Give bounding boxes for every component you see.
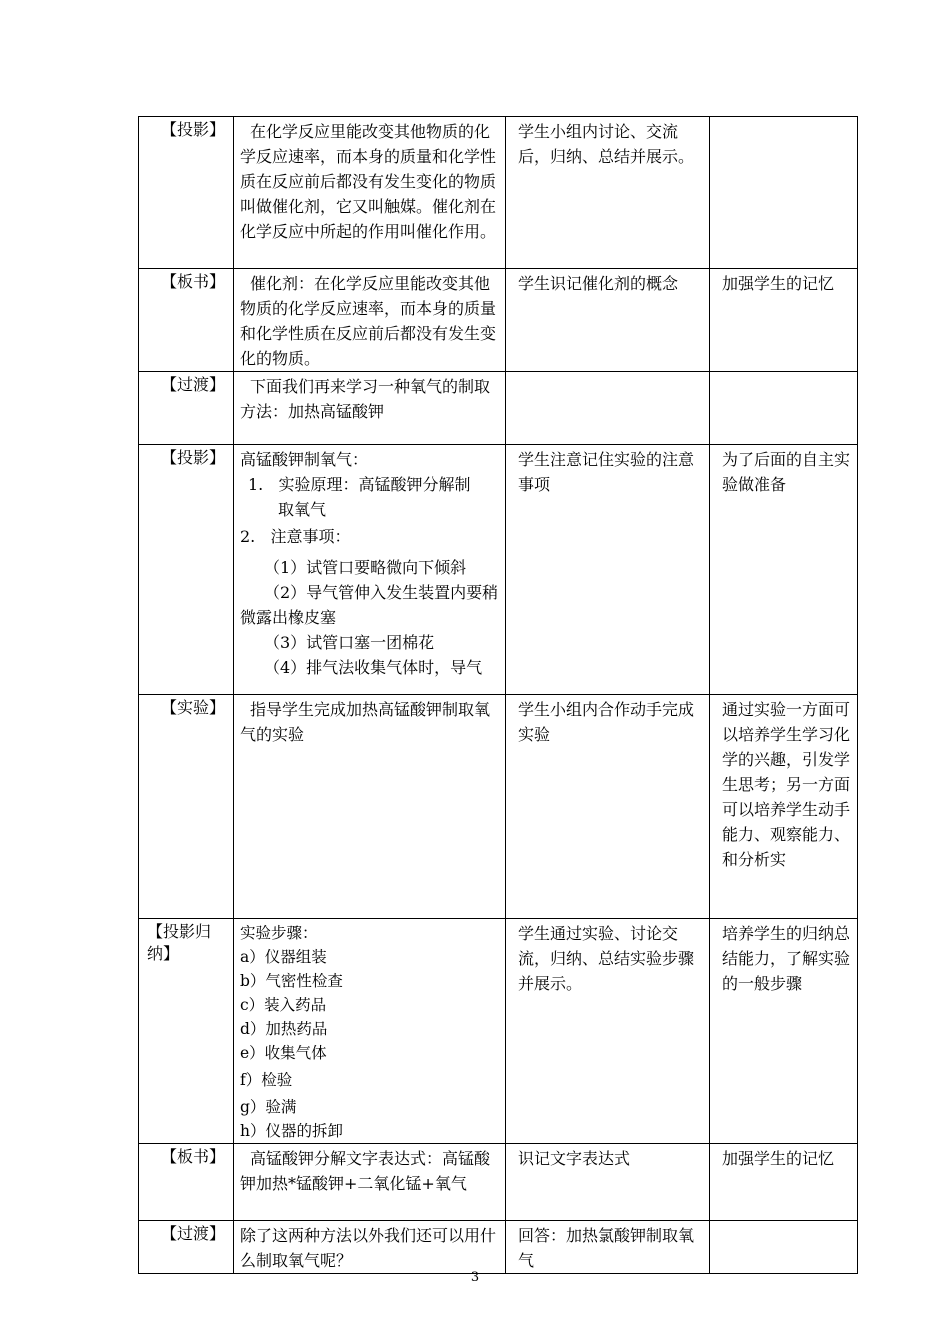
design-purpose-cell: 加强学生的记忆 xyxy=(710,1144,858,1221)
step-tag: 【板书】 xyxy=(161,272,226,291)
step-item: g）验满 xyxy=(240,1098,297,1116)
step-item: e）收集气体 xyxy=(240,1044,327,1062)
step-tag-cell xyxy=(139,695,234,919)
steps-title: 实验步骤： xyxy=(240,924,318,942)
student-activity-cell: 学生小组内合作动手完成实验 xyxy=(506,695,710,919)
step-item: d）加热药品 xyxy=(240,1020,328,1038)
design-purpose-cell: 加强学生的记忆 xyxy=(710,269,858,372)
step-item: c）装入药品 xyxy=(240,996,327,1014)
step-tag-cell xyxy=(139,1221,234,1274)
note-item-continuation: 微露出橡皮塞 xyxy=(240,608,337,627)
student-activity-cell: 回答：加热氯酸钾制取氧气 xyxy=(506,1221,710,1274)
table-row xyxy=(139,1221,858,1274)
design-purpose-cell xyxy=(710,1221,858,1274)
step-tag: 【实验】 xyxy=(161,698,226,717)
step-tag: 【过渡】 xyxy=(161,1224,226,1243)
step-tag-cell xyxy=(139,919,234,1144)
design-purpose-text: 通过实验一方面可以培养学生学习化学的兴趣，引发学生思考；另一方面可以培养学生动手能力、观察能力、和分析实 xyxy=(722,700,851,869)
table-row xyxy=(139,372,858,445)
teacher-activity-cell: 高锰酸钾分解文字表达式：高锰酸钾加热*锰酸钾+二氧化锰+氧气 xyxy=(234,1144,506,1221)
design-purpose-cell: 为了后面的自主实验做准备 xyxy=(710,445,858,695)
table-row xyxy=(139,695,858,919)
teacher-activity-cell xyxy=(234,919,506,1144)
list-number: 1. xyxy=(248,475,264,494)
list-item xyxy=(240,472,499,497)
table-row xyxy=(139,919,858,1144)
note-item: （3）试管口塞一团棉花 xyxy=(264,633,435,652)
page-number: 3 xyxy=(470,1270,480,1285)
list-text: 实验原理：高锰酸钾分解制 xyxy=(278,475,471,494)
section-title: 高锰酸钾制氧气： xyxy=(240,450,369,469)
lesson-plan-table xyxy=(138,116,858,1274)
step-tag: 【投影】 xyxy=(161,448,226,467)
step-tag: 【投影归纳】 xyxy=(147,922,212,963)
table-row xyxy=(139,1144,858,1221)
teacher-activity-cell: 指导学生完成加热高锰酸钾制取氧气的实验 xyxy=(234,695,506,919)
step-tag-cell xyxy=(139,117,234,269)
step-item: a）仪器组装 xyxy=(240,948,327,966)
teacher-activity-cell: 除了这两种方法以外我们还可以用什么制取氧气呢？ xyxy=(234,1221,506,1274)
design-purpose-cell xyxy=(710,117,858,269)
list-number: 2. xyxy=(240,527,256,546)
list-item-continuation: 取氧气 xyxy=(278,500,327,519)
list-text: 注意事项： xyxy=(270,527,351,546)
note-item: （2）导气管伸入发生装置内要稍 xyxy=(264,583,499,602)
step-tag: 【板书】 xyxy=(161,1147,226,1166)
table-row xyxy=(139,269,858,372)
list-item xyxy=(240,524,499,549)
step-tag: 【过渡】 xyxy=(161,375,226,394)
student-activity-cell: 学生通过实验、讨论交流，归纳、总结实验步骤并展示。 xyxy=(506,919,710,1144)
student-activity-cell: 识记文字表达式 xyxy=(506,1144,710,1221)
design-purpose-cell: 培养学生的归纳总结能力，了解实验的一般步骤 xyxy=(710,919,858,1144)
table-row xyxy=(139,445,858,695)
student-activity-cell xyxy=(506,372,710,445)
teacher-activity-cell: 在化学反应里能改变其他物质的化学反应速率，而本身的质量和化学性质在反应前后都没有发生变化的物质叫做催化剂，它又叫触媒。催化剂在化学反应中所起的作用叫催化作用。 xyxy=(234,117,506,269)
step-item: b）气密性检查 xyxy=(240,972,343,990)
design-purpose-cell xyxy=(710,372,858,445)
note-item: （4）排气法收集气体时，导气 xyxy=(264,658,483,677)
table-row xyxy=(139,117,858,269)
design-purpose-cell xyxy=(710,695,858,919)
student-activity-cell: 学生识记催化剂的概念 xyxy=(506,269,710,372)
step-tag-cell xyxy=(139,269,234,372)
teacher-activity-cell: 下面我们再来学习一种氧气的制取方法：加热高锰酸钾 xyxy=(234,372,506,445)
step-tag-cell xyxy=(139,445,234,695)
student-activity-cell: 学生注意记住实验的注意事项 xyxy=(506,445,710,695)
step-tag: 【投影】 xyxy=(161,120,226,139)
teacher-activity-cell xyxy=(234,445,506,695)
step-tag-cell xyxy=(139,372,234,445)
step-tag-cell xyxy=(139,1144,234,1221)
step-item: f）检验 xyxy=(240,1071,293,1089)
student-activity-cell: 学生小组内讨论、交流后，归纳、总结并展示。 xyxy=(506,117,710,269)
note-item: （1）试管口要略微向下倾斜 xyxy=(264,558,467,577)
step-item: h）仪器的拆卸 xyxy=(240,1122,343,1140)
teacher-activity-cell: 催化剂：在化学反应里能改变其他物质的化学反应速率，而本身的质量和化学性质在反应前后都没有发生变化的物质。 xyxy=(234,269,506,372)
